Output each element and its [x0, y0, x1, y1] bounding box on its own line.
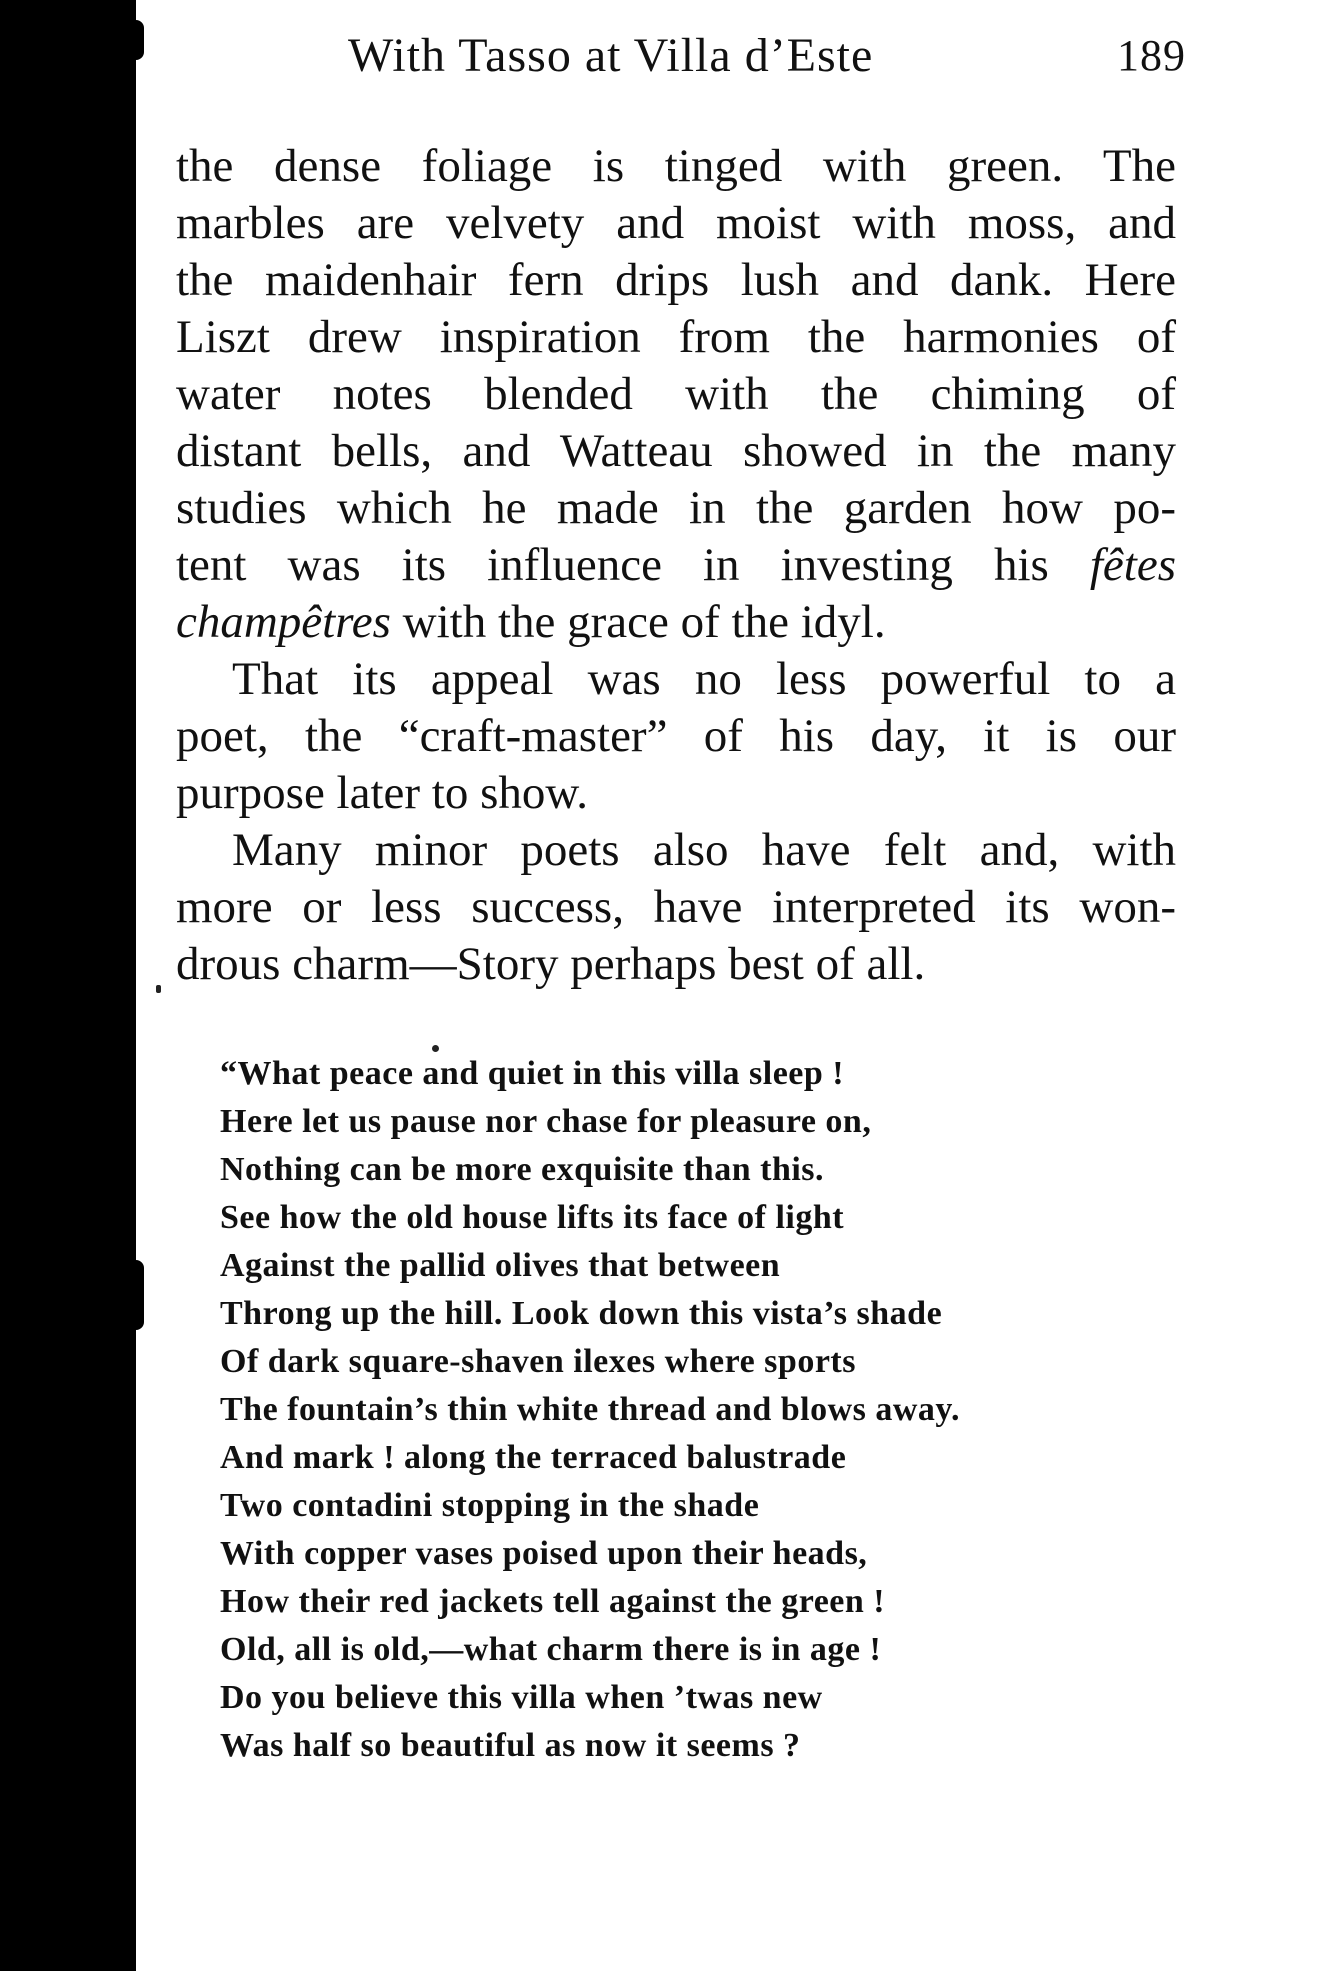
italic-phrase: fêtes	[1089, 539, 1177, 591]
page-edge-notch	[128, 20, 144, 60]
poem-line: Of dark square-shaven ilexes where sports	[220, 1343, 856, 1380]
text-line: purpose later to show.	[176, 767, 589, 819]
poem-line: Old, all is old,—what charm there is in age !	[220, 1631, 882, 1668]
text-line: water notes blended with the chiming of	[176, 368, 1176, 420]
paragraph-minor-poets	[176, 822, 1176, 993]
text-line: marbles are velvety and moist with moss, and	[176, 197, 1176, 249]
paragraph-appeal	[176, 651, 1176, 822]
poem-line: Two contadini stopping in the shade	[220, 1487, 760, 1524]
page-edge-notch	[128, 1260, 144, 1330]
italic-phrase: champêtres	[176, 596, 391, 648]
running-head	[348, 28, 1186, 88]
text-line: That its appeal was no less powerful to a	[232, 653, 1176, 705]
text-line: more or less success, have interpreted its won-	[176, 881, 1176, 933]
text-segment: with the grace of the idyl.	[402, 596, 886, 648]
text-segment: tent was its influence in investing his	[176, 539, 1049, 591]
poem-line: “What peace and quiet in this villa sleep !	[220, 1055, 845, 1092]
scan-speck	[156, 985, 161, 993]
text-line: poet, the “craft-master” of his day, it is our	[176, 710, 1176, 762]
poem-line: Against the pallid olives that between	[220, 1247, 781, 1284]
running-title: With Tasso at Villa d’Este	[348, 29, 874, 82]
poem-line: Do you believe this villa when ’twas new	[220, 1679, 823, 1716]
poem-line: Was half so beautiful as now it seems ?	[220, 1727, 801, 1764]
poem-line: Throng up the hill. Look down this vista’s shade	[220, 1295, 943, 1332]
body-text	[176, 138, 1176, 993]
paragraph-foliage	[176, 138, 1176, 651]
poem-line: With copper vases poised upon their heads,	[220, 1535, 868, 1572]
poem-line: Nothing can be more exquisite than this.	[220, 1151, 825, 1188]
poem-line: How their red jackets tell against the green !	[220, 1583, 886, 1620]
text-line	[176, 537, 1176, 594]
text-line: Many minor poets also have felt and, with	[232, 824, 1176, 876]
text-line: studies which he made in the garden how po-	[176, 482, 1176, 534]
text-line	[176, 594, 1176, 651]
page-number: 189	[1117, 31, 1186, 80]
text-line: Liszt drew inspiration from the harmonies of	[176, 311, 1176, 363]
poem-line: And mark ! along the terraced balustrade	[220, 1439, 847, 1476]
poem-line: The fountain’s thin white thread and blows away.	[220, 1391, 961, 1428]
poem-quotation	[220, 1050, 1140, 1770]
scanned-page-edge	[0, 0, 136, 1971]
poem-line: Here let us pause nor chase for pleasure on,	[220, 1103, 872, 1140]
text-line: the dense foliage is tinged with green. The	[176, 140, 1176, 192]
text-line: the maidenhair fern drips lush and dank. Here	[176, 254, 1176, 306]
poem-line: See how the old house lifts its face of light	[220, 1199, 845, 1236]
text-line: distant bells, and Watteau showed in the many	[176, 425, 1176, 477]
text-line: drous charm—Story perhaps best of all.	[176, 938, 926, 990]
